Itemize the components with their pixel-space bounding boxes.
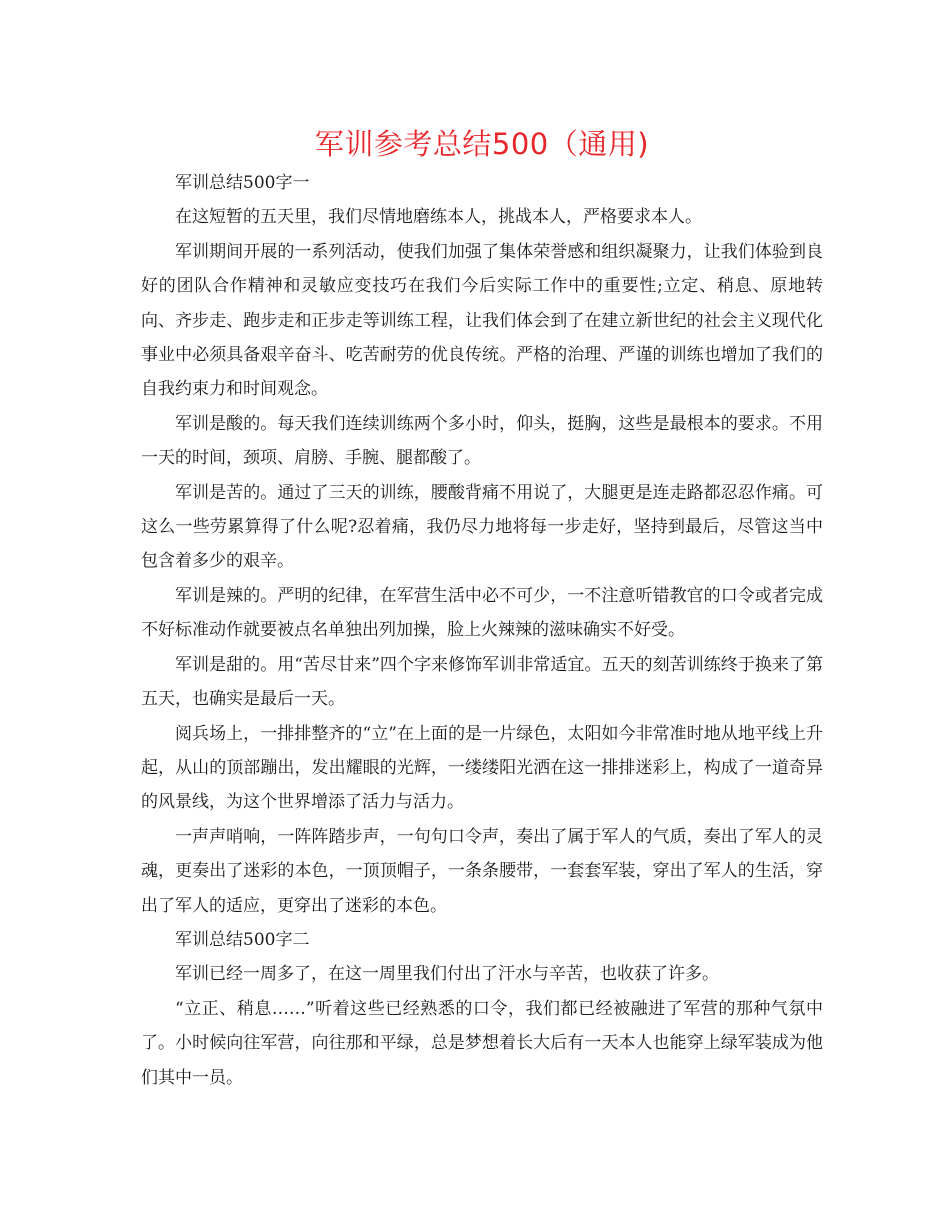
section-heading: 军训总结500字一 — [175, 173, 310, 193]
paragraph: 一声声哨响，一阵阵踏步声，一句句口令声，奏出了属于军人的气质，奏出了军人的灵魂，更奏出了迷彩的本色，一顶顶帽子，一条条腰带，一套套军装，穿出了军人的生活，穿出了军人的适应，更穿出了迷彩的本色。 — [141, 826, 823, 916]
paragraph: 军训已经一周多了，在这一周里我们付出了汗水与辛苦，也收获了许多。 — [175, 964, 719, 985]
document-page — [141, 122, 823, 1095]
paragraph: 军训是甜的。用“苦尽甘来”四个字来修饰军训非常适宜。五天的刻苦训练终于换来了第五天，也确实是最后一天。 — [141, 654, 823, 710]
document-title: 军训参考总结500（通用) — [314, 127, 650, 161]
paragraph: “立正、稍息……”听着这些已经熟悉的口令，我们都已经被融进了军营的那种气氛中了。小时候向往军营，向往那和平绿，总是梦想着长大后有一天本人也能穿上绿军装成为他们其中一员。 — [141, 998, 823, 1088]
section-heading: 军训总结500字二 — [175, 929, 310, 950]
paragraph: 阅兵场上，一排排整齐的“立”在上面的是一片绿色，太阳如今非常准时地从地平线上升起，从山的顶部蹦出，发出耀眼的光辉，一缕缕阳光洒在这一排排迷彩上，构成了一道奇异的风景线，为这个世界增添了活力与活力。 — [141, 723, 823, 813]
paragraph: 在这短暂的五天里，我们尽情地磨练本人，挑战本人，严格要求本人。 — [175, 207, 702, 228]
paragraph: 军训是辣的。严明的纪律，在军营生活中必不可少，一不注意听错教官的口令或者完成不好标准动作就要被点名单独出列加操，脸上火辣辣的滋味确实不好受。 — [141, 585, 823, 641]
paragraph: 军训期间开展的一系列活动，使我们加强了集体荣誉感和组织凝聚力，让我们体验到良好的团队合作精神和灵敏应变技巧在我们今后实际工作中的重要性;立定、稍息、原地转向、齐步走、跑步走和正步走等训练工程，让我们体会到了在建立新世纪的社会主义现代化事业中必须具备艰辛奋斗、吃苦耐劳的优良传统。严格的治理、严谨的训练也增加了我们的自我约束力和时间观念。 — [141, 241, 823, 400]
paragraph: 军训是酸的。每天我们连续训练两个多小时，仰头，挺胸，这些是最根本的要求。不用一天的时间，颈项、肩膀、手腕、腿都酸了。 — [141, 413, 823, 469]
document-body — [141, 166, 823, 1095]
paragraph: 军训是苦的。通过了三天的训练，腰酸背痛不用说了，大腿更是连走路都忍忍作痛。可这么一些劳累算得了什么呢?忍着痛，我仍尽力地将每一步走好，坚持到最后，尽管这当中包含着多少的艰辛。 — [141, 482, 823, 572]
